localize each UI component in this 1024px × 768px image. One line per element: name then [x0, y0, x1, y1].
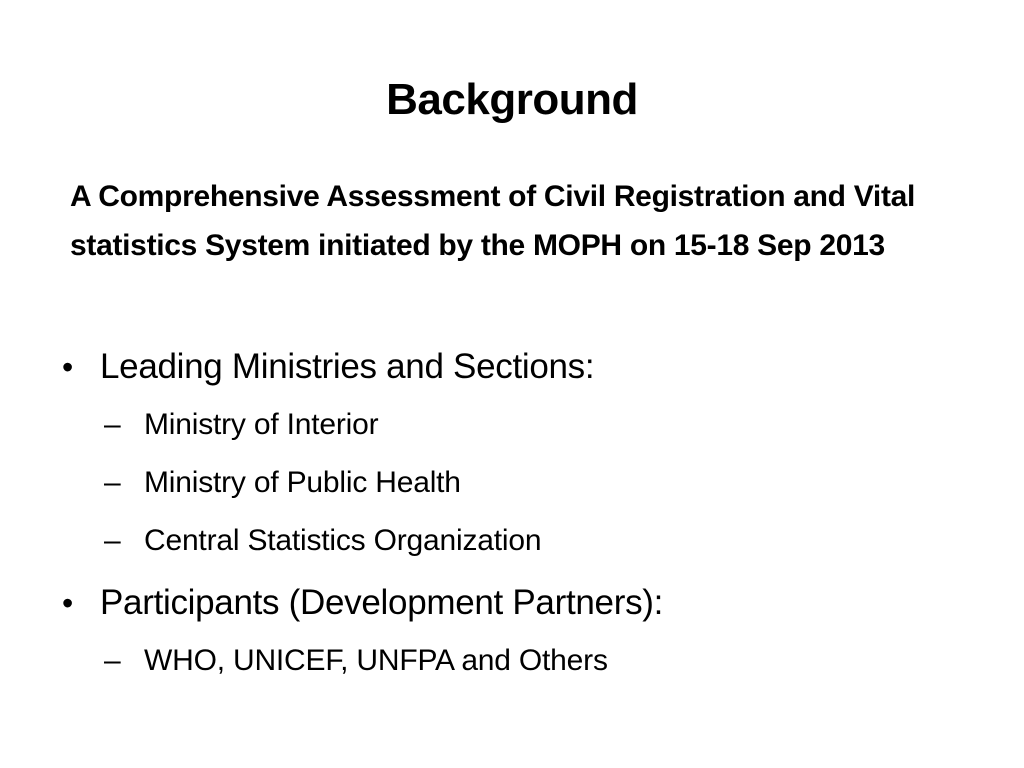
- sub-list-ministries: [62, 396, 992, 570]
- bullet-item-leading-ministries: [62, 338, 992, 396]
- bullet-item-participants: [62, 574, 992, 632]
- sub-item-central-statistics-organization: [62, 512, 992, 570]
- sub-list-participants: [62, 632, 992, 690]
- sub-item-text: Central Statistics Organization: [144, 524, 542, 557]
- bullet-dot-icon: •: [62, 585, 73, 621]
- sub-item-text: Ministry of Public Health: [144, 466, 461, 499]
- sub-item-ministry-of-public-health: [62, 454, 992, 512]
- sub-item-who-unicef-unfpa: [62, 632, 992, 690]
- slide-subtitle: A Comprehensive Assessment of Civil Registration and Vital statistics System initiated by the MOPH on 15-18 Sep 2013: [70, 180, 916, 262]
- sub-item-text: WHO, UNICEF, UNFPA and Others: [144, 644, 608, 677]
- bullet-text: Leading Ministries and Sections:: [100, 347, 595, 386]
- bullet-dot-icon: •: [62, 349, 73, 385]
- bullet-list: [62, 338, 992, 694]
- dash-icon: –: [104, 524, 121, 557]
- bullet-text: Participants (Development Partners):: [100, 583, 664, 622]
- dash-icon: –: [104, 644, 121, 677]
- dash-icon: –: [104, 408, 121, 441]
- sub-item-ministry-of-interior: [62, 396, 992, 454]
- dash-icon: –: [104, 466, 121, 499]
- slide-title: Background: [386, 75, 638, 124]
- sub-item-text: Ministry of Interior: [144, 408, 379, 441]
